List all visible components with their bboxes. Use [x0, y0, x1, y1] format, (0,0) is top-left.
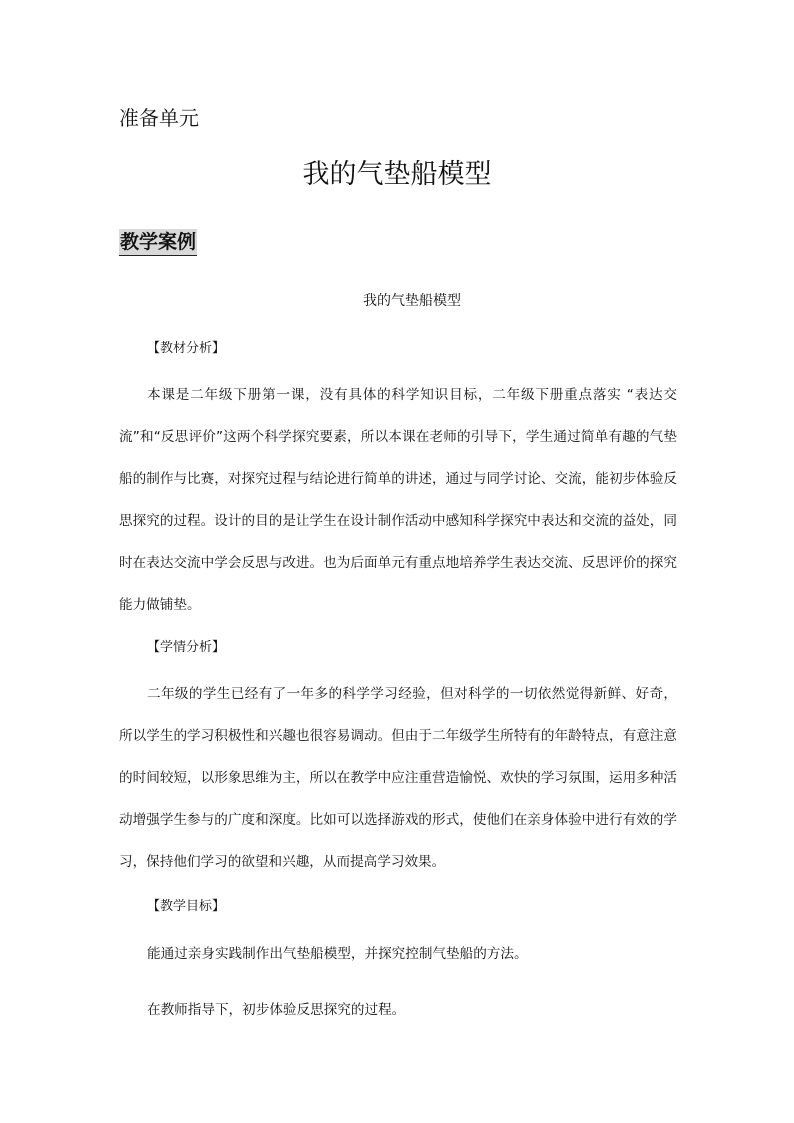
- document-title: 我的气垫船模型: [302, 159, 492, 190]
- teaching-goals-label: 【教学目标】: [147, 899, 226, 914]
- teaching-goal-item: 能通过亲身实践制作出气垫船模型，并探究控制气垫船的方法。: [147, 946, 528, 962]
- textbook-analysis-label: 【教材分析】: [147, 341, 226, 356]
- student-analysis-text: 二年级的学生已经有了一年多的科学学习经验，但对科学的一切依然觉得新鲜、好奇，所以学生的学习积极性和兴趣也很容易调动。但由于二年级学生所特有的年龄特点，有意注意的时间较短，以形象思维为主，所以在教学中应注重营造愉悦、欢快的学习氛围，运用多种活动增强学生参与的广度和深度。比如可以选择游戏的形式，使他们在亲身体验中进行有效的学习，保持他们学习的欲望和兴趣，从而提高学习效果。: [119, 686, 677, 870]
- section-heading: 教学案例: [119, 229, 197, 256]
- unit-title: 准备单元: [119, 106, 199, 130]
- textbook-analysis-text: 本课是二年级下册第一课，没有具体的科学知识目标，二年级下册重点落实 “表达交流”和“反思评价”这两个科学探究要素，所以本课在老师的引导下，学生通过简单有趣的气垫船的制作与比赛，对探究过程与结论进行简单的讲述，通过与同学讨论、交流，能初步体验反思探究的过程。设计的目的是让学生在设计制作活动中感知科学探究中表达和交流的益处，同时在表达交流中学会反思与改进。也为后面单元有重点地培养学生表达交流、反思评价的探究能力做铺垫。: [119, 387, 677, 613]
- teaching-goal-item: 在教师指导下，初步体验反思探究的过程。: [147, 1002, 406, 1018]
- student-analysis-label: 【学情分析】: [147, 640, 226, 655]
- case-title: 我的气垫船模型: [363, 293, 461, 309]
